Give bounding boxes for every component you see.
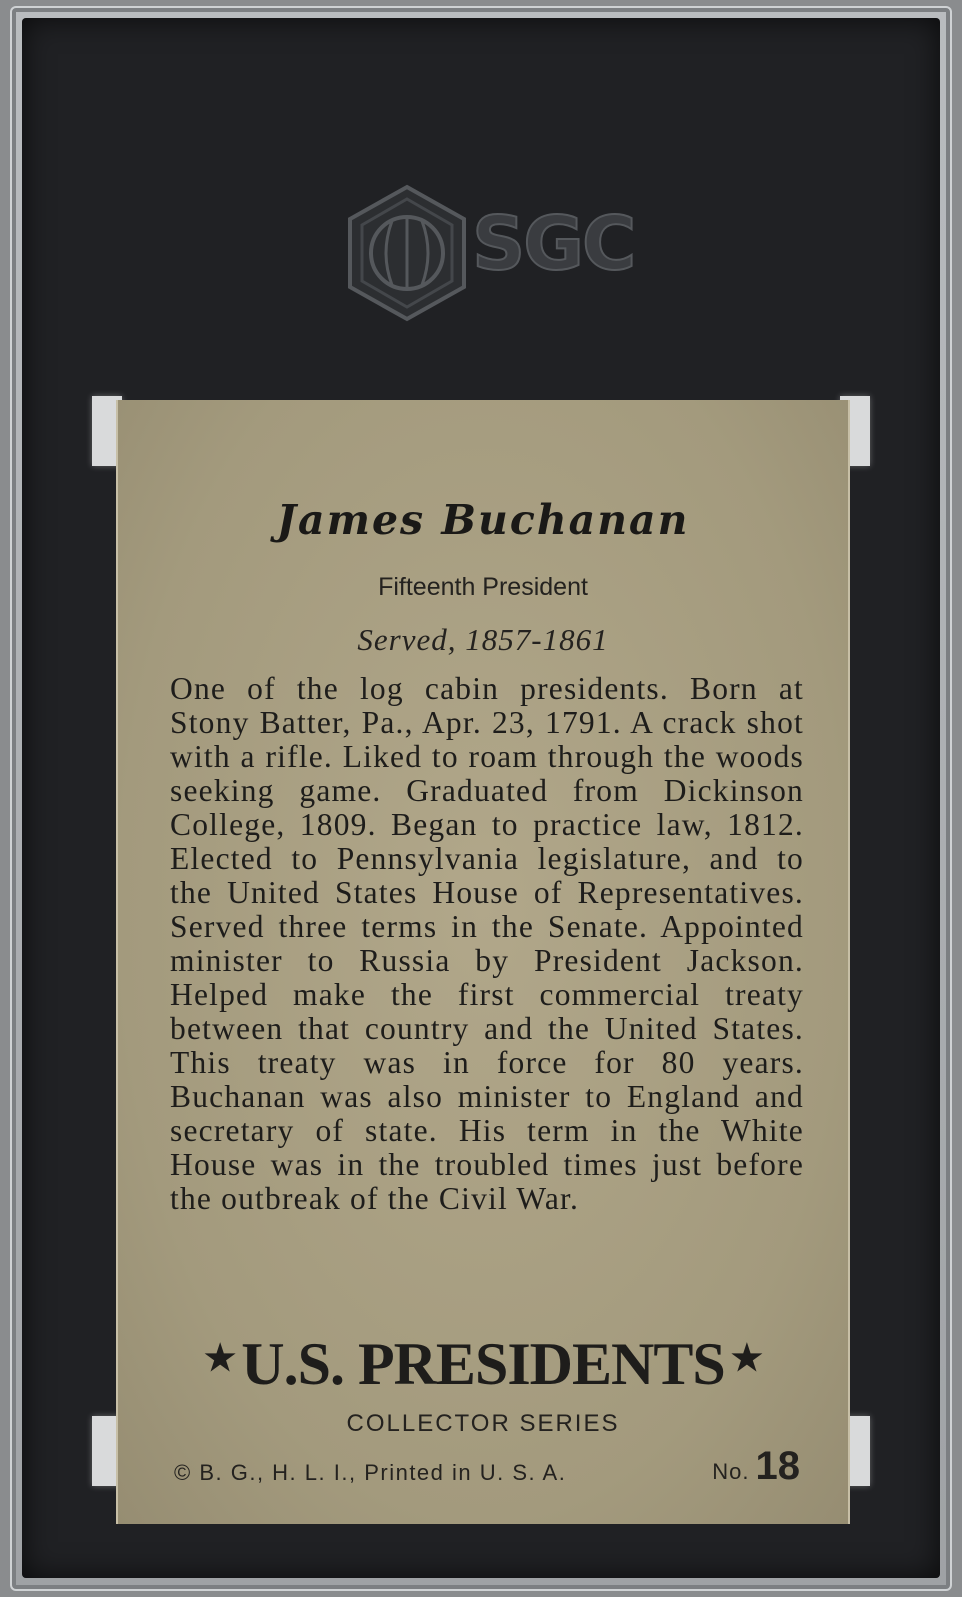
series-title-row [118, 1330, 848, 1399]
series-subtitle: COLLECTOR SERIES [346, 1410, 620, 1437]
grader-logo-text: SGC [472, 201, 635, 287]
baseball-emblem-icon [342, 183, 472, 323]
biography-text: One of the log cabin presidents. Born at Stony Batter, Pa., Apr. 23, 1791. A crack shot with a rifle. Liked to roam through the woods seeking game. Graduated from Dickinson College, 1809. Began to practice law, 1812. Elected to Pennsylvania legislature, and to the United States House of Representatives. Served three terms in the Senate. Appointed minister to Russia by President Jackson. Helped make the first commercial treaty between that country and the United States. This treaty was in force for 80 years. Buchanan was also minister to England and secretary of state. His term in the White House was in the troubled times just before the outbreak of the Civil War. [170, 671, 804, 1216]
card-number-value: 18 [755, 1444, 800, 1488]
card-number-label: No. [712, 1459, 750, 1484]
president-ordinal: Fifteenth President [378, 573, 588, 601]
series-title: U.S. PRESIDENTS [241, 1331, 725, 1397]
term-served: Served, 1857-1861 [357, 622, 609, 657]
star-icon: ★ [203, 1338, 236, 1378]
card-number [712, 1444, 800, 1489]
trading-card-back [116, 400, 850, 1524]
grader-logo [342, 183, 682, 323]
copyright-line: © B. G., H. L. I., Printed in U. S. A. [174, 1460, 567, 1485]
star-icon: ★ [730, 1338, 763, 1378]
president-name: James Buchanan [276, 496, 690, 544]
